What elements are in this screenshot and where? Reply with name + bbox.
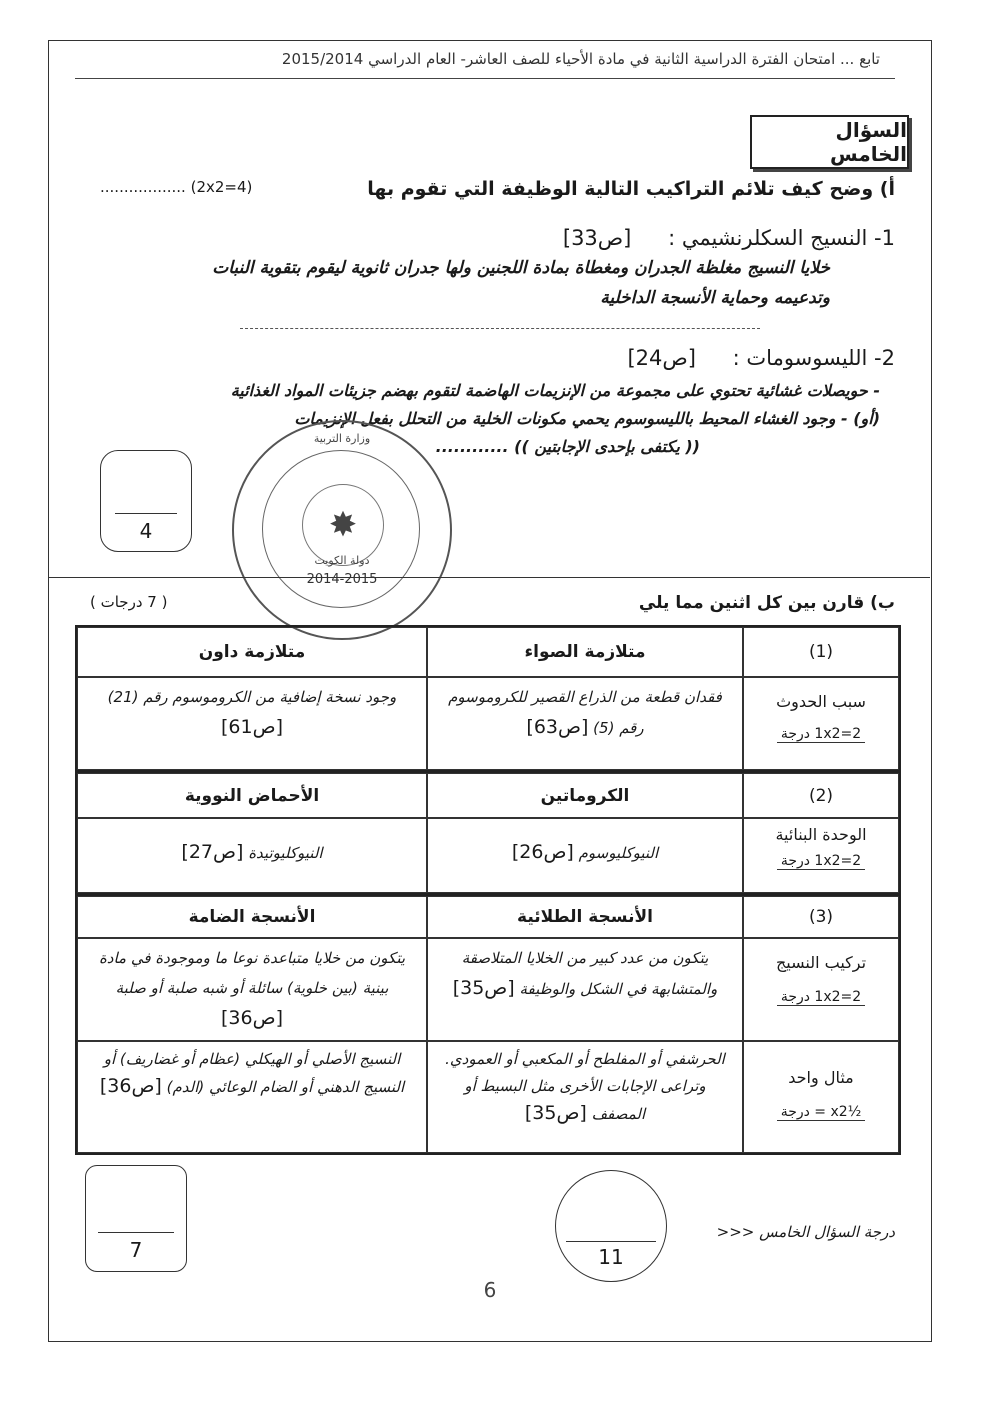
answer-text: النسيج الأصلي أو الهيكلي (عظام أو غضاريف) أو النسيج الدهني أو الضام الوعائي (الدم): [103, 1050, 405, 1096]
exam-header: تابع ... امتحان الفترة الدراسية الثانية في مادة الأحياء للصف العاشر- العام الدراسي 2015/2014: [281, 50, 880, 68]
page-number: 6: [483, 1278, 497, 1302]
column-head: الكروماتين: [427, 773, 743, 818]
group-number: (3): [743, 896, 899, 938]
column-head: الأنسجة الطلائية: [427, 896, 743, 938]
item2-answer: [110, 377, 880, 461]
item2-title: 2- الليسوسومات :: [732, 346, 895, 370]
criterion-cell: [743, 677, 899, 770]
comparison-group-1: [77, 627, 899, 773]
answer-ref: [ص63]: [526, 716, 589, 738]
part-b-score-box: [85, 1165, 187, 1272]
header-divider: [75, 78, 895, 79]
criterion-points: 2=1x2 درجة: [777, 989, 865, 1006]
criterion-points: ½x2 = درجة: [777, 1104, 866, 1121]
answer-text: الحرشفي أو المفلطح أو المكعبي أو العمودي. وتراعى الإجابات الأخرى مثل البسيط أو المصفف: [445, 1050, 725, 1123]
answer-cell: [77, 938, 427, 1041]
final-score: 11: [598, 1245, 624, 1269]
column-head: الأحماض النووية: [77, 773, 427, 818]
item2-answer-line1: - حويصلات غشائية تحتوي على مجموعة من الإنزيمات الهاضمة لتقوم بهضم جزيئات المواد الغذائية: [230, 381, 880, 400]
item2-note: (( يكتفى بإحدى الإجابتين )) ............: [435, 437, 700, 456]
part-b-prompt-row: [90, 593, 895, 613]
answer-ref: [ص26]: [511, 841, 574, 863]
final-score-label: درجة السؤال الخامس <<<: [716, 1223, 895, 1241]
answer-cell: [427, 938, 743, 1041]
answer-text: فقدان قطعة من الذراع القصير للكروموسوم رقم (5): [448, 688, 722, 737]
part-a-score: 4: [139, 519, 153, 543]
score-rule: [98, 1232, 174, 1233]
criterion-label: الوحدة البنائية: [775, 825, 867, 844]
answer-ref: [ص35]: [524, 1102, 587, 1124]
dashed-divider: [240, 328, 760, 329]
answer-text: النيوكليوتيدة: [248, 844, 323, 862]
answer-cell: [77, 677, 427, 770]
criterion-cell: [743, 1041, 899, 1153]
answer-cell: [427, 677, 743, 770]
part-a-prompt-row: [100, 178, 895, 200]
answer-cell: [427, 818, 743, 893]
criterion-cell: [743, 818, 899, 893]
item2-answer-line2: (أو) - وجود الغشاء المحيط بالليسوسوم يحمي مكونات الخلية من التحلل بفعل الإنزيمات: [294, 409, 880, 428]
answer-ref: [ص36]: [221, 1007, 283, 1029]
answer-cell: [77, 818, 427, 893]
answer-text: النيوكليوسوم: [578, 844, 659, 862]
answer-cell: [427, 1041, 743, 1153]
stamp-year: 2014-2015: [306, 572, 378, 587]
part-a-marks: (4=2x2) ..................: [100, 178, 253, 196]
column-head: الأنسجة الضامة: [77, 896, 427, 938]
answer-ref: [ص36]: [99, 1075, 162, 1097]
section-divider: [48, 577, 930, 578]
part-b-marks: ( 7 درجات ): [90, 593, 168, 611]
column-head: متلازمة داون: [77, 627, 427, 677]
criterion-cell: [743, 938, 899, 1041]
criterion-label: سبب الحدوث: [776, 692, 866, 711]
stamp-arc-text: وزارة التربية: [313, 432, 371, 445]
answer-ref: [ص35]: [452, 977, 515, 999]
item1-answer: خلايا النسيج مغلظة الجدران ومغطاة بمادة اللجنين ولها جدران ثانوية ليقوم بتقوية النبات وتدعيمه وحماية الأنسجة الداخلية: [212, 258, 830, 308]
part-b-prompt: ب) قارن بين كل اثنين مما يلي: [638, 593, 895, 613]
criterion-label: مثال واحد: [788, 1068, 854, 1087]
answer-ref: [ص61]: [221, 716, 283, 738]
question-title: السؤال الخامس: [750, 115, 909, 169]
stamp-label: دولة الكويت: [314, 554, 370, 567]
criterion-points: 2=1x2 درجة: [777, 726, 865, 743]
comparison-group-2: [77, 773, 899, 896]
answer-text: يتكون من خلايا متباعدة نوعا ما وموجودة في مادة بينية (بين خلوية) سائلة أو شبه صلبة أو صلبة: [98, 949, 406, 997]
criterion-label: تركيب النسيج: [775, 953, 867, 972]
emblem-icon: ✸: [302, 484, 384, 566]
column-head: متلازمة الصواء: [427, 627, 743, 677]
comparison-group-3: [77, 896, 899, 1153]
answer-ref: [ص27]: [181, 841, 244, 863]
group-number: (1): [743, 627, 899, 677]
final-score-circle: [555, 1170, 667, 1282]
item2-ref: [ص24]: [627, 346, 696, 370]
answer-text: يتكون من عدد كبير من الخلايا المتلاصقة والمتشابهة في الشكل والوظيفة: [461, 949, 718, 998]
item2-title-row: [400, 346, 895, 370]
answer-text: وجود نسخة إضافية من الكروموسوم رقم (21): [107, 688, 397, 706]
criterion-points: 2=1x2 درجة: [777, 853, 865, 870]
item1-ref: [ص33]: [562, 226, 632, 250]
part-a-score-box: [100, 450, 192, 552]
comparison-table: [75, 625, 901, 1155]
group-number: (2): [743, 773, 899, 818]
item1-title: 1- النسيج السكلرنشيمي :: [668, 226, 895, 250]
score-rule: [115, 513, 177, 514]
answer-cell: [77, 1041, 427, 1153]
part-b-score: 7: [129, 1238, 143, 1262]
score-rule: [566, 1241, 656, 1242]
part-a-prompt: أ) وضح كيف تلائم التراكيب التالية الوظيفة التي تقوم بها: [367, 178, 895, 200]
item1-title-row: [400, 226, 895, 250]
